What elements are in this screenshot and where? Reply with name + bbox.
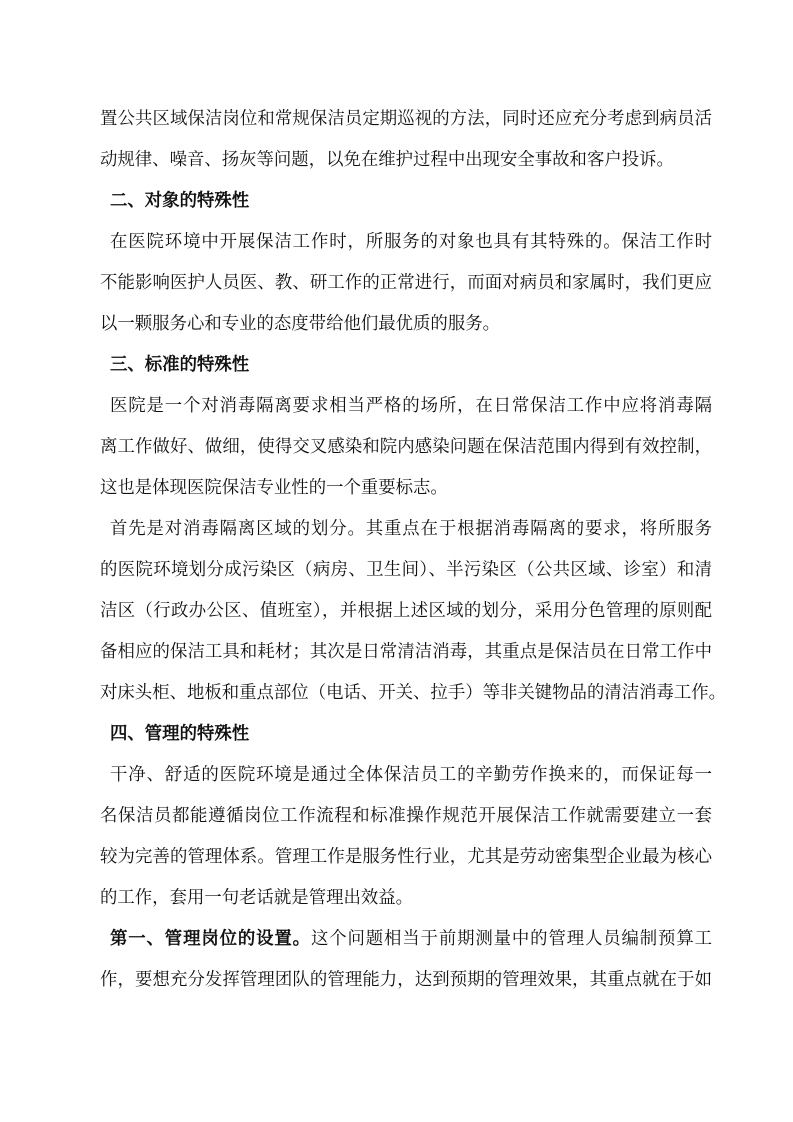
section-heading: 二、对象的特殊性: [110, 191, 250, 211]
body-text-line: 作，要想充分发挥管理团队的管理能力，达到预期的管理效果，其重点就在于如: [100, 970, 712, 990]
body-text-line: 不能影响医护人员医、教、研工作的正常进行，而面对病员和家属时，我们更应: [100, 273, 712, 293]
body-text-line: 洁区（行政办公区、值班室），并根据上述区域的划分，采用分色管理的原则配: [100, 601, 712, 621]
body-text-line: 较为完善的管理体系。管理工作是服务性行业，尤其是劳动密集型企业最为核心: [100, 847, 712, 867]
body-text-line: 离工作做好、做细，使得交叉感染和院内感染问题在保洁范围内得到有效控制，: [100, 437, 712, 457]
body-text-line: 对床头柜、地板和重点部位（电话、开关、拉手）等非关键物品的清洁消毒工作。: [100, 683, 727, 703]
body-text-line: 这也是体现医院保洁专业性的一个重要标志。: [100, 478, 448, 498]
body-text-line: 首先是对消毒隔离区域的划分。其重点在于根据消毒隔离的要求，将所服务: [110, 519, 712, 539]
document-page: [100, 99, 727, 1001]
body-text-line: 在医院环境中开展保洁工作时，所服务的对象也具有其特殊的。保洁工作时: [110, 232, 712, 252]
body-text-line: 干净、舒适的医院环境是通过全体保洁员工的辛勤劳作换来的，而保证每一: [110, 765, 712, 785]
section-heading: 三、标准的特殊性: [110, 355, 250, 375]
body-text-line: 备相应的保洁工具和耗材；其次是日常清洁消毒，其重点是保洁员在日常工作中: [100, 642, 712, 662]
body-text-line: 的医院环境划分成污染区（病房、卫生间）、半污染区（公共区域、诊室）和清: [100, 560, 712, 580]
bold-lead-text: 第一、管理岗位的设置。: [110, 929, 311, 949]
body-text-run: 这个问题相当于前期测量中的管理人员编制预算工: [310, 929, 712, 949]
body-text-line: 以一颗服务心和专业的态度带给他们最优质的服务。: [100, 314, 500, 334]
body-text-line: 医院是一个对消毒隔离要求相当严格的场所，在日常保洁工作中应将消毒隔: [110, 396, 712, 416]
body-text-line: 的工作，套用一句老话就是管理出效益。: [100, 888, 414, 908]
body-text-line: [100, 919, 712, 960]
body-text-line: 动规律、噪音、扬灰等问题，以免在维护过程中出现安全事故和客户投诉。: [100, 150, 674, 170]
body-text-line: 名保洁员都能遵循岗位工作流程和标准操作规范开展保洁工作就需要建立一套: [100, 806, 712, 826]
body-text-line: 置公共区域保洁岗位和常规保洁员定期巡视的方法，同时还应充分考虑到病员活: [100, 109, 712, 129]
section-heading: 四、管理的特殊性: [110, 724, 250, 744]
